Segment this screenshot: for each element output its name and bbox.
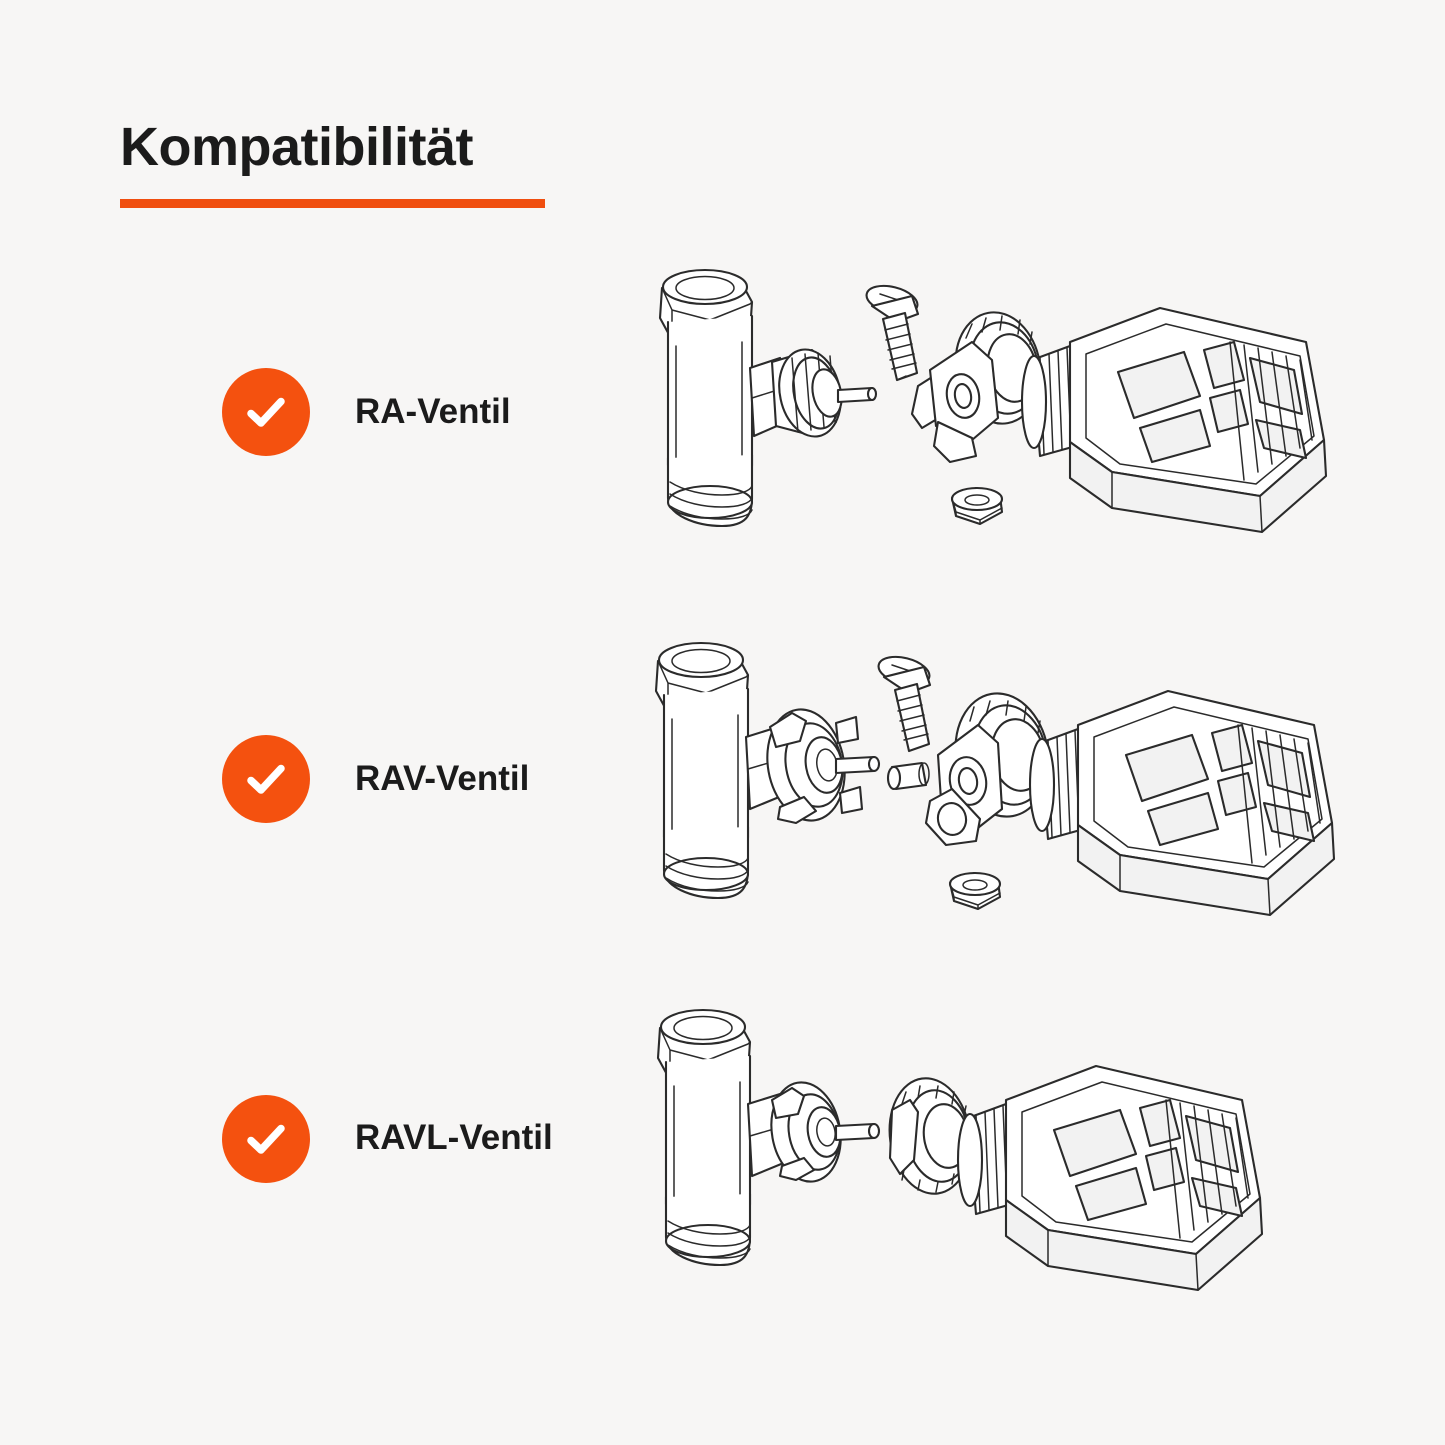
row-label-ra: RA-Ventil (355, 392, 511, 431)
pin-bushing-rav (888, 763, 929, 789)
check-badge-ravl (222, 1095, 310, 1183)
valve-neck-ra (772, 344, 876, 443)
check-badge-ra (222, 368, 310, 456)
valve-body-ra (660, 270, 786, 526)
compatibility-row-rav (0, 625, 1445, 955)
illustration-rav (600, 615, 1420, 975)
compatibility-row-ravl (0, 990, 1445, 1320)
valve-neck-ravl (764, 1077, 879, 1187)
thermostat-head-ra (1022, 308, 1326, 532)
thermostat-head-rav (1030, 691, 1334, 915)
hex-nut-ra (952, 488, 1002, 524)
title-underline (120, 199, 545, 208)
screw-ra (864, 281, 921, 380)
hex-nut-rav (950, 873, 1000, 909)
row-label-rav: RAV-Ventil (355, 759, 530, 798)
valve-body-ravl (658, 1010, 786, 1265)
illustration-ravl (600, 980, 1420, 1340)
thermostat-head-ravl (958, 1066, 1262, 1290)
screw-rav (876, 652, 933, 751)
check-badge-rav (222, 735, 310, 823)
page-title: Kompatibilität (120, 117, 473, 177)
compatibility-row-ra (0, 260, 1445, 590)
valve-neck-rav (759, 703, 879, 826)
check-icon (240, 1113, 292, 1165)
illustration-ra (600, 250, 1420, 610)
check-icon (240, 386, 292, 438)
check-icon (240, 753, 292, 805)
valve-body-rav (656, 643, 784, 898)
page-heading (120, 118, 545, 208)
row-label-ravl: RAVL-Ventil (355, 1118, 553, 1157)
